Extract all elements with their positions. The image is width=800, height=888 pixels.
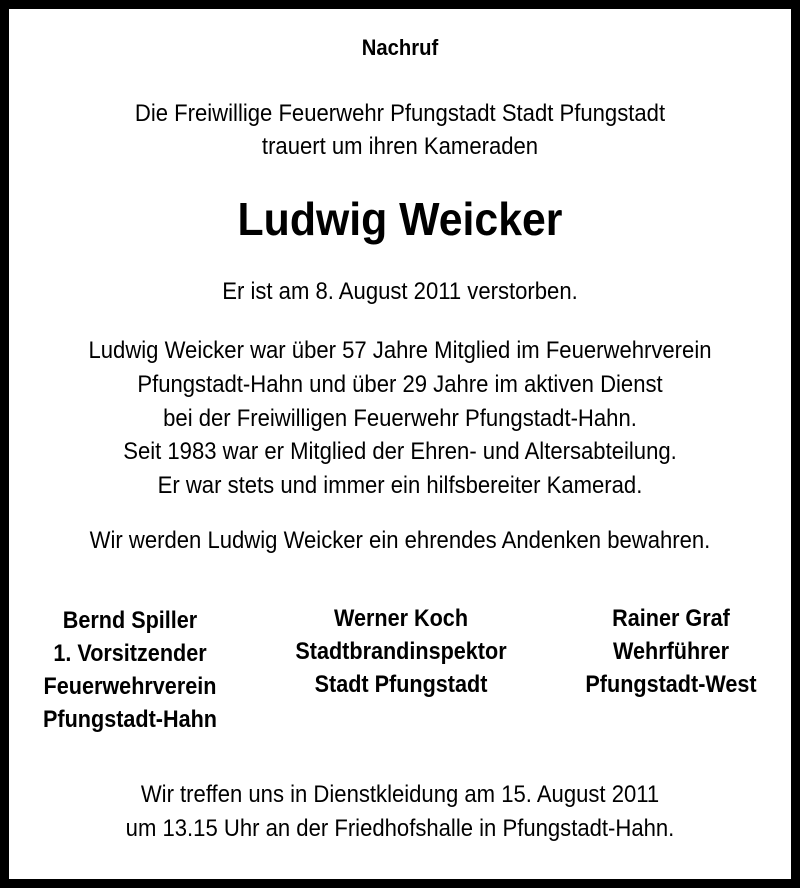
signatory-name: Bernd Spiller (62, 607, 198, 634)
signatory-location: Pfungstadt-Hahn (43, 706, 217, 733)
signatory-title: 1. Vorsitzender (53, 640, 207, 667)
signatory-location: Pfungstadt-West (585, 671, 757, 698)
signatory-org: Stadt Pfungstadt (314, 671, 488, 698)
notice-heading: Nachruf (361, 35, 439, 60)
signatory-1 (9, 604, 251, 736)
signatory-title: Stadtbrandinspektor (295, 638, 507, 665)
biography-line-5: Er war stets und immer ein hilfsbereiter Kamerad. (157, 472, 643, 499)
signatory-title: Wehrführer (612, 638, 730, 665)
obituary-notice (9, 9, 791, 879)
biography-line-1: Ludwig Weicker war über 57 Jahre Mitglied im Feuerwehrverein (88, 337, 712, 364)
biography-line-2: Pfungstadt-Hahn und über 29 Jahre im aktiven Dienst (137, 371, 663, 398)
death-date-line: Er ist am 8. August 2011 verstorben. (222, 278, 578, 305)
remembrance-line: Wir werden Ludwig Weicker ein ehrendes Andenken bewahren. (89, 527, 711, 554)
signatory-name: Werner Koch (333, 605, 469, 632)
biography-line-3: bei der Freiwilligen Feuerwehr Pfungstadt-Hahn. (163, 405, 637, 432)
deceased-name: Ludwig Weicker (237, 193, 563, 245)
signatory-org: Feuerwehrverein (43, 673, 217, 700)
intro-line-2: trauert um ihren Kameraden (261, 133, 539, 160)
biography-line-4: Seit 1983 war er Mitglied der Ehren- und Altersabteilung. (123, 438, 677, 465)
signatory-name: Rainer Graf (612, 605, 730, 632)
signatory-2 (261, 602, 541, 701)
meeting-line-1: Wir treffen uns in Dienstkleidung am 15. August 2011 (140, 781, 660, 808)
signatory-3 (551, 602, 791, 701)
intro-line-1: Die Freiwillige Feuerwehr Pfungstadt Stadt Pfungstadt (134, 100, 666, 127)
meeting-line-2: um 13.15 Uhr an der Friedhofshalle in Pfungstadt-Hahn. (125, 815, 675, 842)
